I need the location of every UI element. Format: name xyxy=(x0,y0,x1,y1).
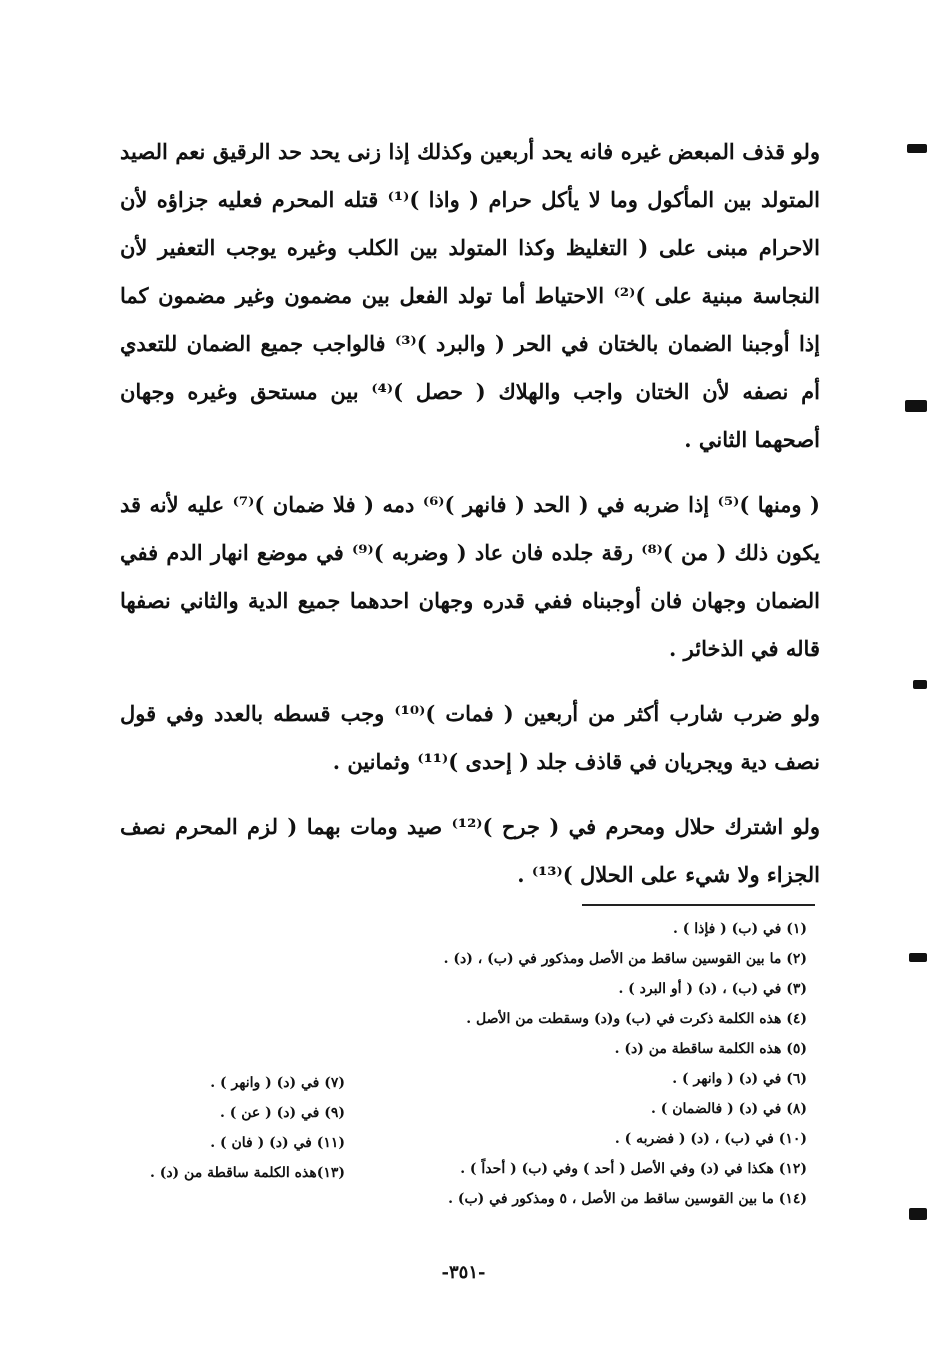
footnote: (١٠) في (ب) ، (د) ( فضربه ) . xyxy=(614,1131,807,1147)
scan-margin-mark xyxy=(909,1208,927,1220)
footnote: (٦) في (د) ( وانهر ) . xyxy=(672,1071,807,1087)
scan-margin-mark xyxy=(913,680,927,689)
paragraph: ولو قذف المبعض غيره فانه يحد أربعين وكذلك إذا زنى يحد حد الرقيق نعم الصيد المتولد بين المأكول وما لا يأكل حرام ( واذا )⁽¹⁾ قتله المحرم فعليه جزاؤه لأن الاحرام مبنى على ( التغليظ وكذا المتولد بين الكلب وغيره يوجب التعفير لأن النجاسة مبنية على )⁽²⁾ الاحتياط أما تولد الفعل بين مضمون وغير مضمون كما إذا أوجبنا الضمان بالختان في الحر ( والبرد )⁽³⁾ فالواجب جميع الضمان للتعدي أم نصفه لأن الختان واجب والهلاك ( حصل )⁽⁴⁾ بين مستحق وغيره وجهان أصحهما الثاني . xyxy=(120,139,820,452)
paragraph: ( ومنها )⁽⁵⁾ إذا ضربه في ( الحد ( فانهر )⁽⁶⁾ دمه ( فلا ضمان )⁽⁷⁾ عليه لأنه قد يكون ذلك ( من )⁽⁸⁾ رقة جلده فان عاد ( وضربه )⁽⁹⁾ في موضع انهار الدم ففي الضمان وجهان فان أوجبناه ففي قدره وجهان احدهما جميع الدية والثاني نصفها قاله في الذخائر . xyxy=(120,492,820,661)
scan-margin-mark xyxy=(909,953,927,962)
footnote: (١٤) ما بين القوسين ساقط من الأصل ، ٥ ومذكور في (ب) . xyxy=(448,1191,807,1207)
footnotes-side-column xyxy=(150,1068,345,1188)
footnote: (٩) في (د) ( عن ) . xyxy=(219,1105,345,1121)
footnotes-main-column xyxy=(444,914,807,1214)
footnote: (١١) في (د) ( فان ) . xyxy=(210,1135,345,1151)
footnote: (١٣)هذه الكلمة ساقطة من (د) . xyxy=(149,1165,345,1181)
footnote: (٣) في (ب) ، (د) ( أو البرد ) . xyxy=(618,981,807,997)
footnote: (١) في (ب) ( فإذا ) . xyxy=(672,921,807,937)
page-number: -٣٥١- xyxy=(441,1262,486,1283)
footnote: (١٢) هكذا في (د) وفي الأصل ( أحد ) وفي (ب) ( أحداً ) . xyxy=(460,1161,807,1177)
footnote: (٤) هذه الكلمة ذكرت في (ب) و(د) وسقطت من الأصل . xyxy=(466,1011,807,1027)
body-text xyxy=(120,128,820,899)
footnote: (٧) في (د) ( وانهر ) . xyxy=(210,1075,345,1091)
scan-margin-mark xyxy=(907,144,927,153)
footnote-separator xyxy=(582,904,815,906)
footnote: (٨) في (د) ( فالضمان ) . xyxy=(651,1101,807,1117)
scan-margin-mark xyxy=(905,400,927,412)
paragraph: ولو اشترك حلال ومحرم في ( جرح )⁽¹²⁾ صيد ومات بهما ( لزم المحرم نصف الجزاء ولا شيء على الحلال )⁽¹³⁾ . xyxy=(120,814,820,887)
footnote: (٢) ما بين القوسين ساقط من الأصل ومذكور في (ب) ، (د) . xyxy=(443,951,807,967)
footnote: (٥) هذه الكلمة ساقطة من (د) . xyxy=(614,1041,807,1057)
paragraph: ولو ضرب شارب أكثر من أربعين ( فمات )⁽¹⁰⁾ وجب قسطه بالعدد وفي قول نصف دية ويجريان في قاذف جلد ( إحدى )⁽¹¹⁾ وثمانين . xyxy=(120,701,820,774)
